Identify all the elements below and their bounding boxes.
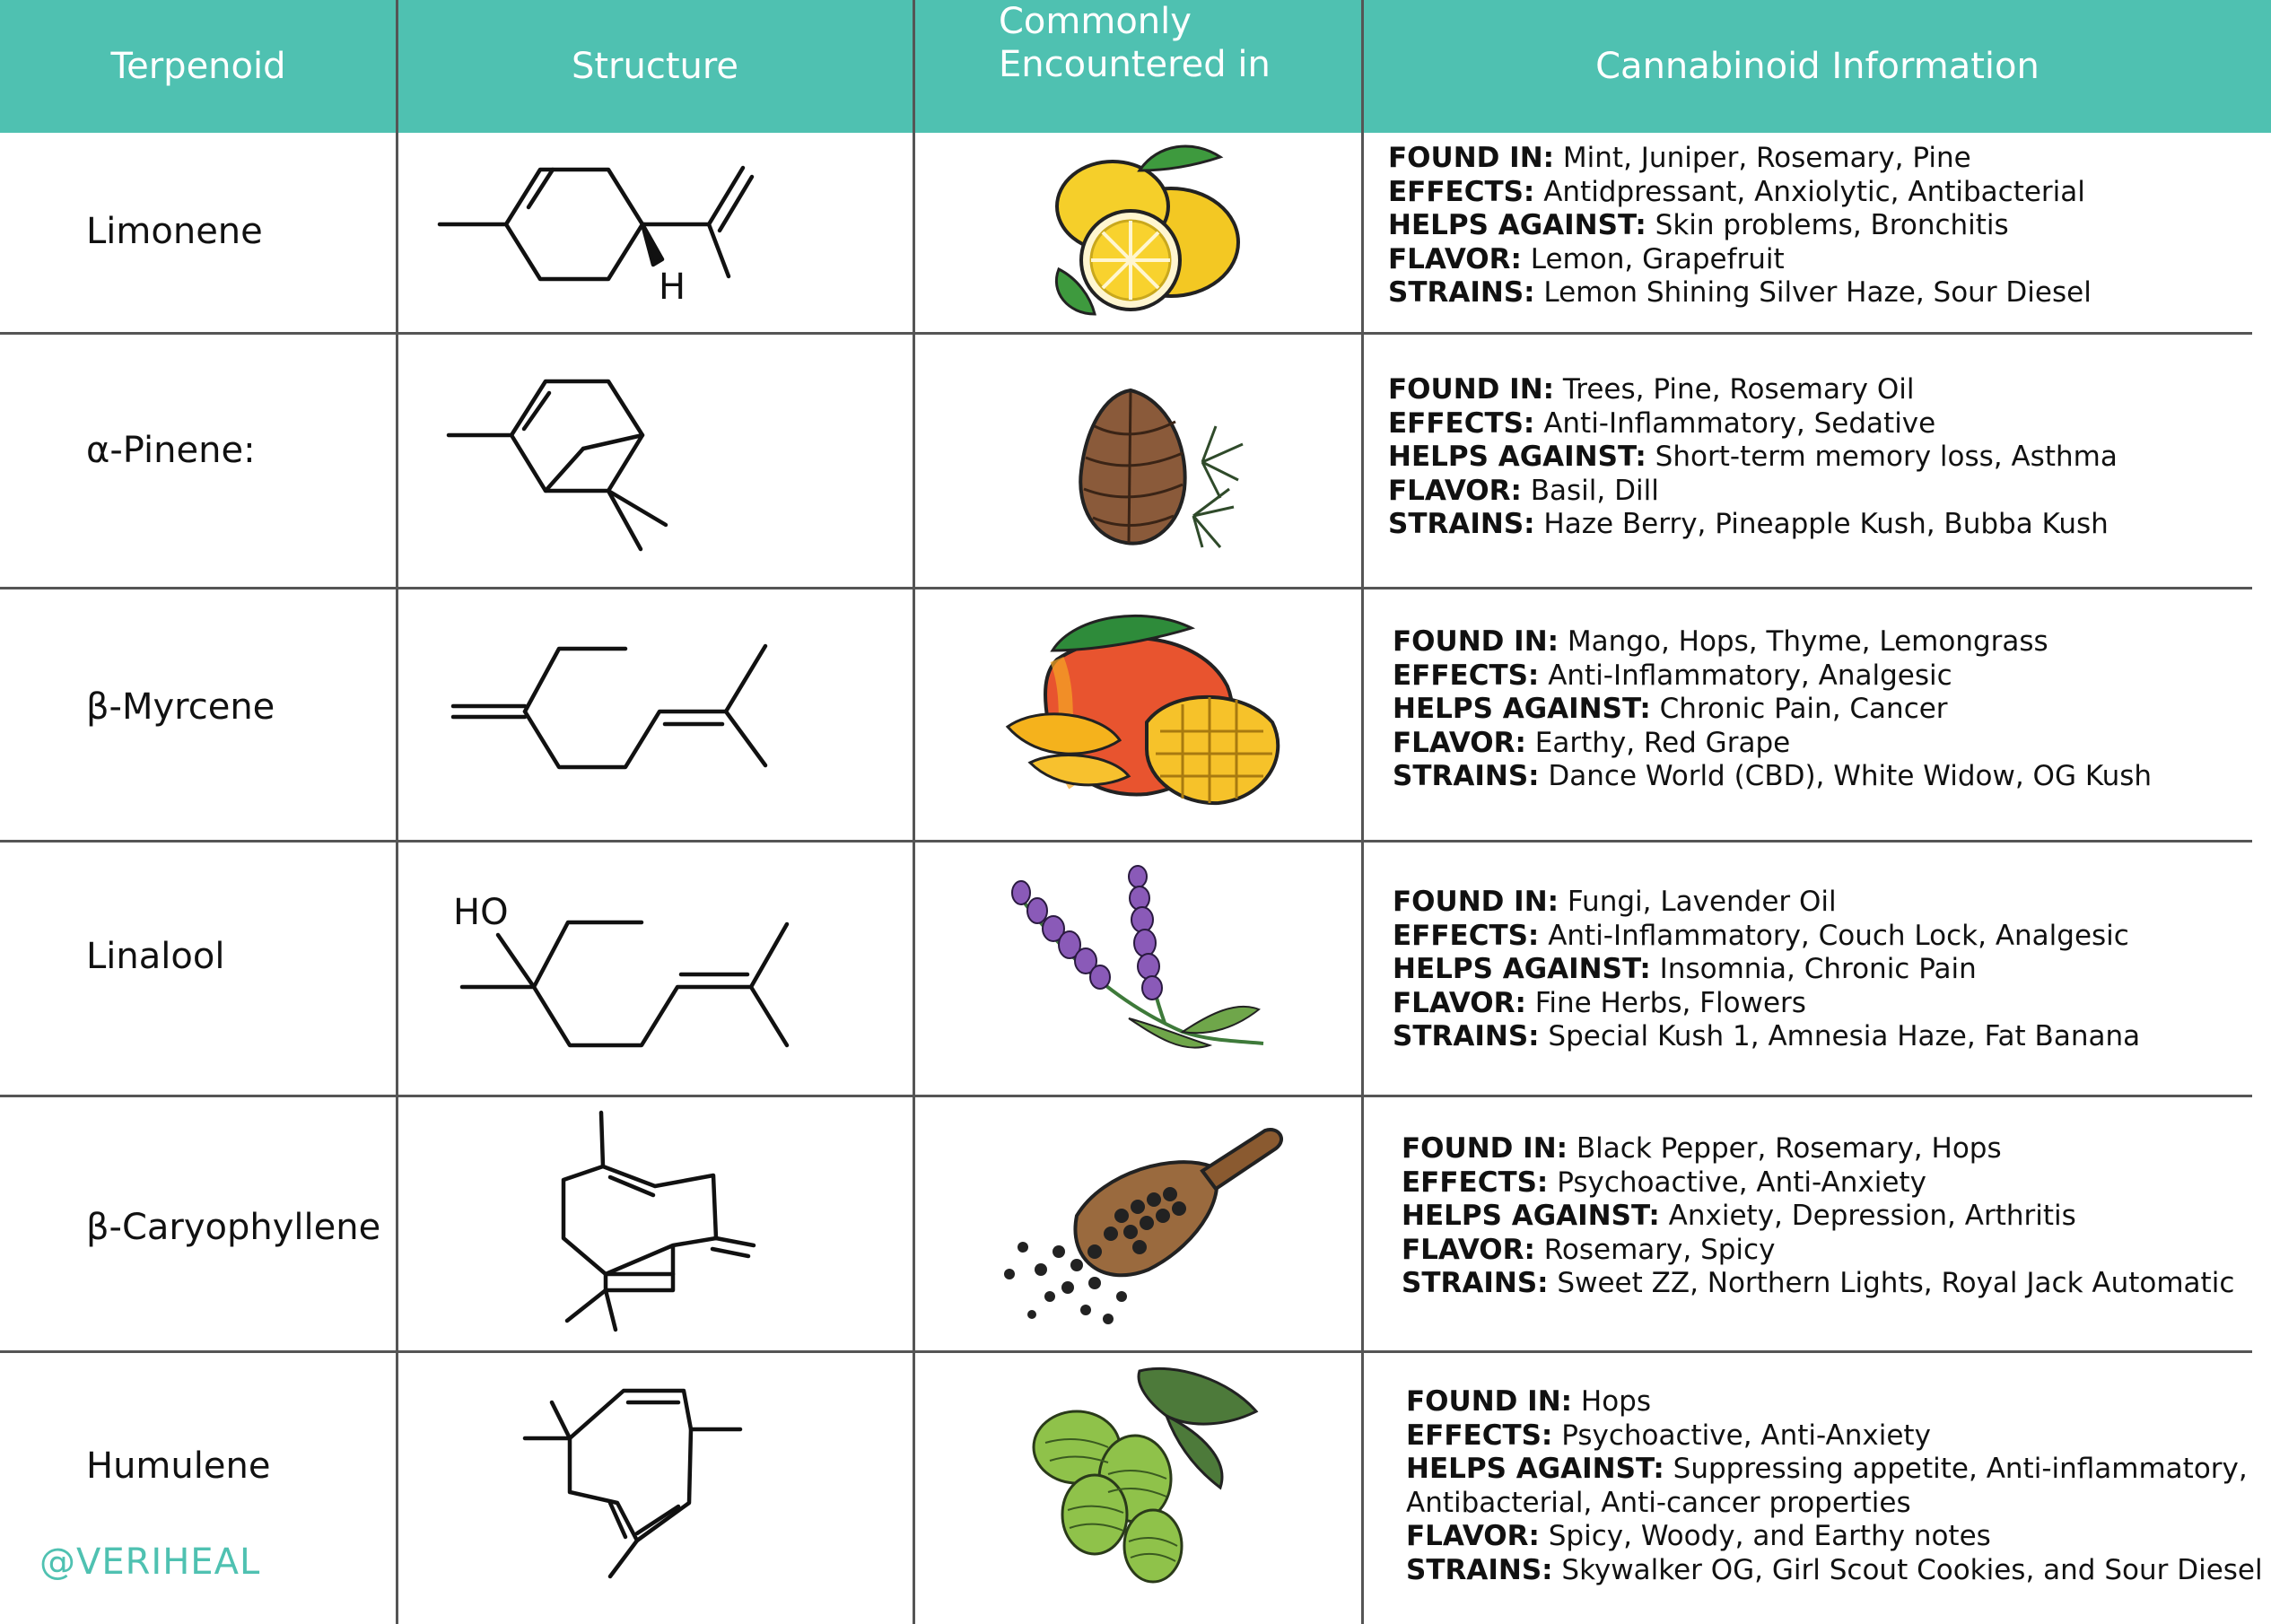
flavor-label: FLAVOR: [1393, 726, 1526, 759]
strains-value: Special Kush 1, Amnesia Haze, Fat Banana [1548, 1020, 2141, 1052]
strains-label: STRAINS: [1402, 1267, 1549, 1299]
flavor-label: FLAVOR: [1388, 242, 1522, 275]
helps-against-label: HELPS AGAINST: [1393, 953, 1651, 985]
flavor-value: Earthy, Red Grape [1534, 726, 1791, 759]
effects-value: Psychoactive, Anti-Anxiety [1557, 1166, 1926, 1199]
myrcene-structure [453, 642, 776, 776]
lavender-icon [1003, 866, 1272, 1059]
found-in-value: Trees, Pine, Rosemary Oil [1562, 373, 1915, 406]
row-divider [0, 1350, 2252, 1353]
helps-against-label: HELPS AGAINST: [1393, 693, 1651, 725]
effects-label: EFFECTS: [1388, 175, 1535, 208]
strains-value: Lemon Shining Silver Haze, Sour Diesel [1543, 276, 2092, 309]
pinecone-icon [1068, 381, 1247, 552]
limonene-h-label: H [659, 266, 686, 308]
linalool-structure [453, 888, 794, 1050]
found-in-value: Hops [1580, 1385, 1652, 1418]
effects-value: Anti-Inflammatory, Analgesic [1548, 659, 1952, 692]
helps-against-continued: Antibacterial, Anti-cancer properties [1406, 1486, 1911, 1519]
watermark: @VERIHEAL [39, 1541, 261, 1583]
humulene-structure [520, 1386, 754, 1584]
helps-against-value: Insomnia, Chronic Pain [1659, 953, 1977, 985]
header-cannabinoid-info: Cannabinoid Information [1595, 46, 2040, 87]
flavor-label: FLAVOR: [1406, 1520, 1540, 1552]
flavor-label: FLAVOR: [1402, 1233, 1535, 1266]
strains-value: Sweet ZZ, Northern Lights, Royal Jack Automatic [1557, 1267, 2235, 1299]
effects-value: Antidpressant, Anxiolytic, Antibacterial [1543, 175, 2085, 208]
column-divider [396, 0, 398, 1624]
flavor-value: Rosemary, Spicy [1543, 1233, 1776, 1266]
found-in-label: FOUND IN: [1406, 1385, 1573, 1418]
found-in-label: FOUND IN: [1393, 886, 1559, 918]
flavor-label: FLAVOR: [1393, 986, 1526, 1019]
terpenoid-name: Limonene [86, 211, 263, 252]
row-divider [0, 587, 2252, 589]
header-commonly-encountered [999, 0, 1358, 133]
terpenoid-name: β-Caryophyllene [86, 1207, 381, 1248]
found-in-label: FOUND IN: [1402, 1132, 1568, 1165]
strains-label: STRAINS: [1406, 1553, 1553, 1586]
strains-label: STRAINS: [1388, 276, 1535, 309]
found-in-value: Black Pepper, Rosemary, Hops [1576, 1132, 2002, 1165]
info-block [1402, 1132, 2234, 1301]
strains-label: STRAINS: [1393, 760, 1540, 792]
helps-against-label: HELPS AGAINST: [1406, 1453, 1664, 1485]
helps-against-label: HELPS AGAINST: [1402, 1200, 1660, 1232]
effects-value: Anti-Inflammatory, Sedative [1543, 406, 1936, 440]
info-block [1393, 625, 2152, 794]
found-in-label: FOUND IN: [1388, 373, 1555, 406]
flavor-label: FLAVOR: [1388, 474, 1522, 507]
limonene-structure [440, 157, 763, 310]
row-divider [0, 840, 2252, 843]
strains-value: Dance World (CBD), White Widow, OG Kush [1548, 760, 2153, 792]
black-pepper-scoop-icon [996, 1117, 1292, 1332]
found-in-label: FOUND IN: [1393, 625, 1559, 658]
header-terpenoid: Terpenoid [110, 46, 286, 87]
row-divider [0, 1095, 2252, 1097]
header-structure: Structure [571, 46, 739, 87]
helps-against-value: Short-term memory loss, Asthma [1655, 441, 2118, 473]
lemon-icon [1041, 135, 1256, 323]
column-divider [1361, 0, 1364, 1624]
terpenoid-name: Linalool [86, 936, 225, 977]
found-in-value: Mango, Hops, Thyme, Lemongrass [1567, 625, 2048, 658]
header-commonly-line2: Encountered in [999, 44, 1271, 85]
info-block [1393, 886, 2140, 1054]
terpenoid-name: Humulene [86, 1445, 271, 1487]
strains-value: Skywalker OG, Girl Scout Cookies, and Sour Diesel [1561, 1553, 2263, 1586]
info-block [1406, 1385, 2263, 1587]
header-commonly-line1: Commonly [999, 1, 1192, 42]
row-divider [0, 332, 2252, 335]
strains-label: STRAINS: [1388, 508, 1535, 540]
info-block [1388, 142, 2092, 310]
flavor-value: Lemon, Grapefruit [1530, 242, 1785, 275]
effects-value: Psychoactive, Anti-Anxiety [1561, 1419, 1931, 1452]
effects-label: EFFECTS: [1393, 659, 1540, 692]
flavor-value: Basil, Dill [1530, 474, 1659, 507]
found-in-label: FOUND IN: [1388, 142, 1555, 174]
column-divider [913, 0, 915, 1624]
found-in-value: Fungi, Lavender Oil [1567, 886, 1837, 918]
strains-value: Haze Berry, Pineapple Kush, Bubba Kush [1543, 508, 2109, 540]
info-block [1388, 373, 2118, 542]
flavor-value: Fine Herbs, Flowers [1534, 986, 1806, 1019]
helps-against-label: HELPS AGAINST: [1388, 441, 1646, 473]
helps-against-label: HELPS AGAINST: [1388, 209, 1646, 241]
effects-label: EFFECTS: [1406, 1419, 1553, 1452]
found-in-value: Mint, Juniper, Rosemary, Pine [1562, 142, 1971, 174]
effects-value: Anti-Inflammatory, Couch Lock, Analgesic [1548, 919, 2129, 952]
terpenoid-name: α-Pinene: [86, 430, 256, 471]
effects-label: EFFECTS: [1388, 406, 1535, 440]
effects-label: EFFECTS: [1402, 1166, 1549, 1199]
helps-against-value: Skin problems, Bronchitis [1655, 209, 2009, 241]
effects-label: EFFECTS: [1393, 919, 1540, 952]
pinene-structure [449, 377, 682, 556]
mango-icon [1003, 606, 1299, 812]
caryophyllene-structure [556, 1113, 763, 1332]
helps-against-value: Suppressing appetite, Anti-inflammatory, [1673, 1453, 2248, 1485]
flavor-value: Spicy, Woody, and Earthy notes [1548, 1520, 1991, 1552]
strains-label: STRAINS: [1393, 1020, 1540, 1052]
terpenoid-name: β-Myrcene [86, 686, 275, 728]
helps-against-value: Anxiety, Depression, Arthritis [1668, 1200, 2076, 1232]
table-header [0, 0, 2271, 133]
helps-against-value: Chronic Pain, Cancer [1659, 693, 1948, 725]
linalool-ho-label: HO [453, 892, 509, 933]
hops-icon [1023, 1362, 1265, 1586]
